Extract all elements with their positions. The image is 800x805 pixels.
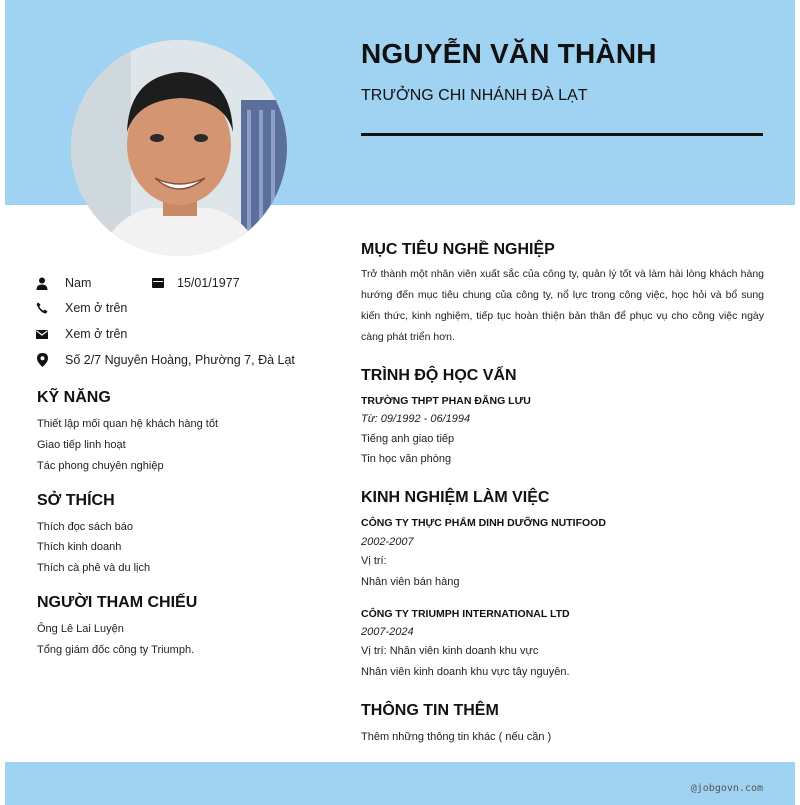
dob-value: 15/01/1977 [177, 276, 240, 290]
reference-item: Ông Lê Lai Luyện [37, 623, 124, 635]
footer-brand[interactable]: @jobgovn.com [690, 783, 763, 794]
skill-item: Thiết lập mối quan hệ khách hàng tốt [37, 418, 219, 430]
job-detail: Vị trí: Nhân viên kinh doanh khu vực [361, 645, 539, 657]
job-detail: Nhân viên kinh doanh khu vực tây nguyên. [361, 666, 570, 678]
contact-address [35, 350, 295, 370]
person-icon [35, 276, 49, 290]
contact-phone [35, 298, 127, 318]
profile-photo [71, 40, 287, 256]
experience-heading: KINH NGHIỆM LÀM VIỆC [361, 489, 550, 506]
gender-value: Nam [65, 276, 92, 290]
objective-text: Trở thành một nhân viên xuất sắc của công ty, quản lý tốt và làm hài lòng khách hàng hướng đến mục tiêu chung của công ty, nổ lực trong công việc, học hỏi và bổ sung kiến thức, kinh nghiệm, tiếp tục hoàn thiện bản thân để phục vụ cho công việc ngày càng phát triển hơn. [361, 268, 764, 343]
email-value: Xem ở trên [65, 327, 128, 341]
reference-item: Tổng giám đốc công ty Triumph. [37, 644, 195, 656]
skill-item: Giao tiếp linh hoạt [37, 439, 126, 451]
contact-gender [35, 273, 91, 293]
references-heading: NGƯỜI THAM CHIẾU [37, 594, 198, 611]
hobby-item: Thích kinh doanh [37, 541, 122, 553]
job-detail: Nhân viên bán hàng [361, 576, 460, 588]
education-detail: Tiếng anh giao tiếp [361, 433, 455, 445]
extra-heading: THÔNG TIN THÊM [361, 702, 499, 719]
phone-icon [35, 301, 49, 315]
footer-band [5, 762, 795, 805]
contact-dob [151, 273, 240, 293]
hobbies-heading: SỞ THÍCH [37, 492, 115, 509]
company-name: CÔNG TY TRIUMPH INTERNATIONAL LTD [361, 608, 570, 620]
calendar-icon [151, 276, 165, 290]
title-divider [361, 133, 763, 136]
education-period: Từ: 09/1992 - 06/1994 [361, 413, 471, 425]
education-heading: TRÌNH ĐỘ HỌC VẤN [361, 367, 517, 384]
phone-value: Xem ở trên [65, 301, 128, 315]
objective-heading: MỤC TIÊU NGHỀ NGHIỆP [361, 241, 555, 258]
school-name: TRƯỜNG THPT PHAN ĐĂNG LƯU [361, 395, 531, 407]
skill-item: Tác phong chuyên nghiệp [37, 460, 164, 472]
cv-page [5, 0, 795, 805]
job-title: TRƯỞNG CHI NHÁNH ĐÀ LẠT [361, 87, 588, 104]
hobby-item: Thích cà phê và du lịch [37, 562, 151, 574]
location-pin-icon [35, 353, 49, 367]
candidate-name: NGUYỄN VĂN THÀNH [361, 38, 657, 69]
job-period: 2002-2007 [361, 536, 414, 548]
address-value: Số 2/7 Nguyên Hoàng, Phường 7, Đà Lạt [65, 353, 295, 367]
skills-heading: KỸ NĂNG [37, 389, 111, 406]
mail-icon [35, 327, 49, 341]
extra-text: Thêm những thông tin khác ( nếu cần ) [361, 731, 552, 743]
job-period: 2007-2024 [361, 626, 414, 638]
hobby-item: Thích đọc sách báo [37, 521, 134, 533]
education-detail: Tin học văn phòng [361, 453, 452, 465]
job-detail: Vị trí: [361, 555, 387, 567]
company-name: CÔNG TY THỰC PHẨM DINH DƯỠNG NUTIFOOD [361, 517, 606, 529]
contact-email [35, 324, 127, 344]
